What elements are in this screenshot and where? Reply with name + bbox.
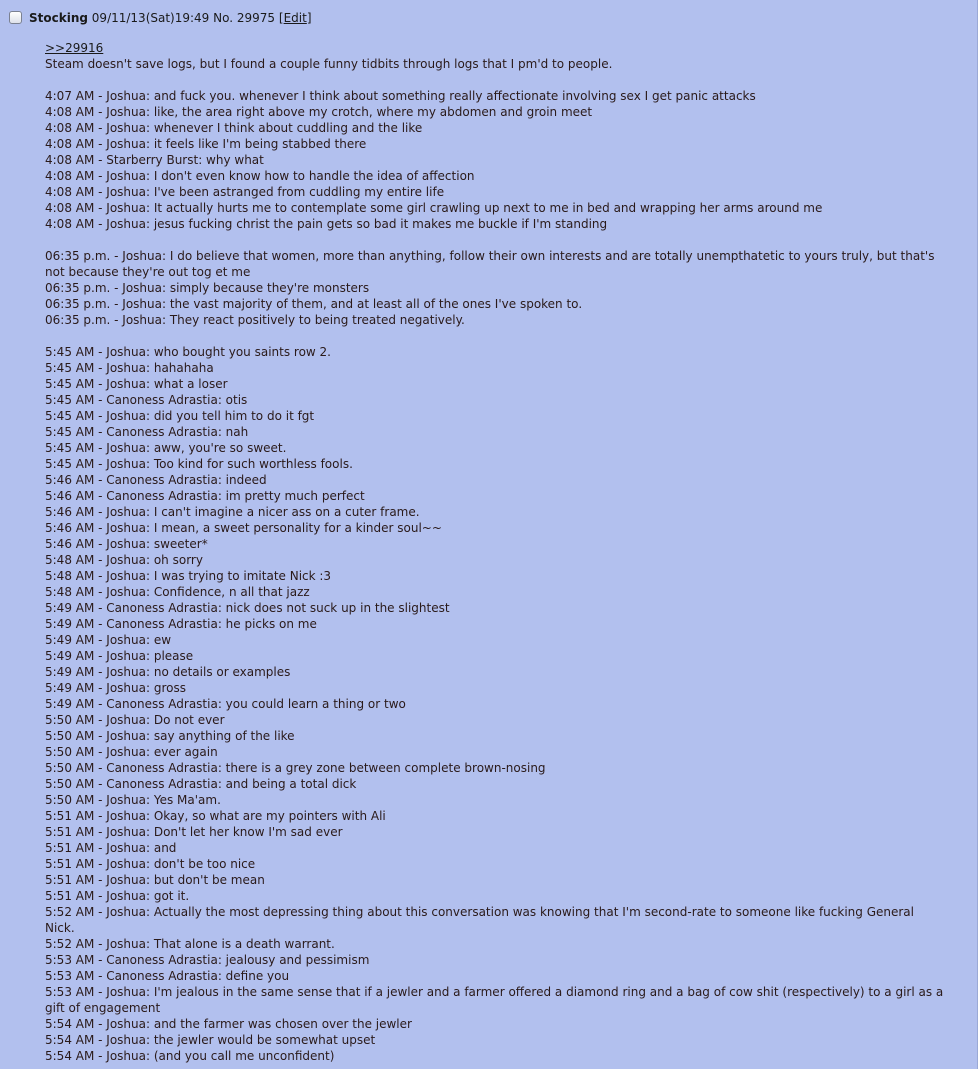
message-line: 5:46 AM - Canoness Adrastia: im pretty much perfect [45,489,365,503]
message-line: 06:35 p.m. - Joshua: They react positively to being treated negatively. [45,313,465,327]
message-line: 5:54 AM - Joshua: the jewler would be somewhat upset [45,1033,376,1047]
message-line: 5:46 AM - Joshua: I can't imagine a nicer ass on a cuter frame. [45,505,420,519]
message-line: 06:35 p.m. - Joshua: the vast majority of them, and at least all of the ones I've spoken to. [45,297,583,311]
message-line: 4:08 AM - Joshua: like, the area right above my crotch, where my abdomen and groin meet [45,105,593,119]
message-line: 4:07 AM - Joshua: and fuck you. whenever I think about something really affectionate involving sex I get panic attacks [45,89,756,103]
message-line: 5:52 AM - Joshua: That alone is a death warrant. [45,937,335,951]
blank-line [45,328,945,344]
message-line: 5:45 AM - Canoness Adrastia: otis [45,393,248,407]
message-line: 5:53 AM - Joshua: I'm jealous in the same sense that if a jewler and a farmer offered a diamond ring and a bag of cow shit (respectively) to a girl as a gift of engagement [45,985,948,1015]
post-select-checkbox[interactable] [9,11,22,24]
blank-line [45,72,945,88]
message-line: 5:51 AM - Joshua: Don't let her know I'm sad ever [45,825,343,839]
message-line: 5:46 AM - Joshua: sweeter* [45,537,208,551]
message-line: 5:49 AM - Joshua: no details or examples [45,665,291,679]
post-datetime: 09/11/13(Sat)19:49 [91,11,210,25]
message-line: 5:50 AM - Joshua: Yes Ma'am. [45,793,221,807]
message-line: 5:52 AM - Joshua: Actually the most depressing thing about this conversation was knowing that I'm second-rate to someone like fucking General Nick. [45,905,918,935]
message-line: Steam doesn't save logs, but I found a couple funny tidbits through logs that I pm'd to people. [45,57,613,71]
message-line: 5:45 AM - Joshua: Too kind for such worthless fools. [45,457,353,471]
message-line: 5:49 AM - Canoness Adrastia: he picks on me [45,617,317,631]
message-line: 4:08 AM - Joshua: jesus fucking christ the pain gets so bad it makes me buckle if I'm standing [45,217,608,231]
message-line: 5:54 AM - Joshua: (and you call me unconfident) [45,1049,335,1063]
message-line: 4:08 AM - Joshua: I don't even know how to handle the idea of affection [45,169,475,183]
message-line: 5:45 AM - Joshua: hahahaha [45,361,214,375]
post-message [45,56,948,1064]
message-line: 5:50 AM - Joshua: Do not ever [45,713,225,727]
edit-bracket-close: ] [306,11,312,25]
message-line: 5:48 AM - Joshua: I was trying to imitate Nick :3 [45,569,332,583]
message-line: 5:51 AM - Joshua: got it. [45,889,190,903]
message-line: 06:35 p.m. - Joshua: simply because they're monsters [45,281,370,295]
message-line: 5:48 AM - Joshua: oh sorry [45,553,203,567]
message-line: 5:45 AM - Joshua: what a loser [45,377,228,391]
message-line: 5:49 AM - Joshua: ew [45,633,172,647]
message-line: 5:54 AM - Joshua: and the farmer was chosen over the jewler [45,1017,412,1031]
poster-name: Stocking [29,11,88,25]
message-line: 5:51 AM - Joshua: and [45,841,177,855]
edit-bracket-open: [ [278,11,284,25]
message-line: 5:51 AM - Joshua: Okay, so what are my pointers with Ali [45,809,386,823]
message-line: 4:08 AM - Joshua: I've been astranged from cuddling my entire life [45,185,445,199]
message-line: 5:45 AM - Joshua: did you tell him to do it fgt [45,409,315,423]
message-line: 5:49 AM - Joshua: gross [45,681,186,695]
message-line: 5:46 AM - Joshua: I mean, a sweet personality for a kinder soul~~ [45,521,442,535]
message-line: 06:35 p.m. - Joshua: I do believe that women, more than anything, follow their own interests and are totally unempthatetic to yours truly, but that's not because they're out tog et me [45,249,939,279]
message-line: 5:50 AM - Canoness Adrastia: and being a total dick [45,777,357,791]
message-line: 5:45 AM - Canoness Adrastia: nah [45,425,249,439]
quote-link[interactable]: >>29916 [45,41,104,55]
message-line: 5:45 AM - Joshua: aww, you're so sweet. [45,441,287,455]
message-line: 5:49 AM - Joshua: please [45,649,194,663]
message-line: 5:45 AM - Joshua: who bought you saints row 2. [45,345,331,359]
message-line: 5:48 AM - Joshua: Confidence, n all that jazz [45,585,310,599]
message-line: 4:08 AM - Starberry Burst: why what [45,153,264,167]
message-line: 4:08 AM - Joshua: whenever I think about cuddling and the like [45,121,423,135]
message-line: 4:08 AM - Joshua: It actually hurts me to contemplate some girl crawling up next to me in bed and wrapping her arms around me [45,201,823,215]
blank-line [45,232,945,248]
message-line: 5:53 AM - Canoness Adrastia: jealousy and pessimism [45,953,370,967]
message-line: 5:46 AM - Canoness Adrastia: indeed [45,473,267,487]
message-line: 5:49 AM - Canoness Adrastia: you could learn a thing or two [45,697,406,711]
message-line: 5:51 AM - Joshua: but don't be mean [45,873,265,887]
post-body [45,40,948,1064]
edit-control [279,11,312,25]
post-number[interactable]: No. 29975 [213,11,276,25]
message-line: 5:51 AM - Joshua: don't be too nice [45,857,256,871]
message-line: 5:49 AM - Canoness Adrastia: nick does not suck up in the slightest [45,601,450,615]
message-line: 5:50 AM - Canoness Adrastia: there is a grey zone between complete brown-nosing [45,761,546,775]
edit-link[interactable]: Edit [283,11,307,25]
message-line: 5:50 AM - Joshua: ever again [45,745,218,759]
message-line: 4:08 AM - Joshua: it feels like I'm being stabbed there [45,137,367,151]
message-line: 5:50 AM - Joshua: say anything of the like [45,729,295,743]
message-line: 5:53 AM - Canoness Adrastia: define you [45,969,290,983]
post-header [9,8,312,28]
